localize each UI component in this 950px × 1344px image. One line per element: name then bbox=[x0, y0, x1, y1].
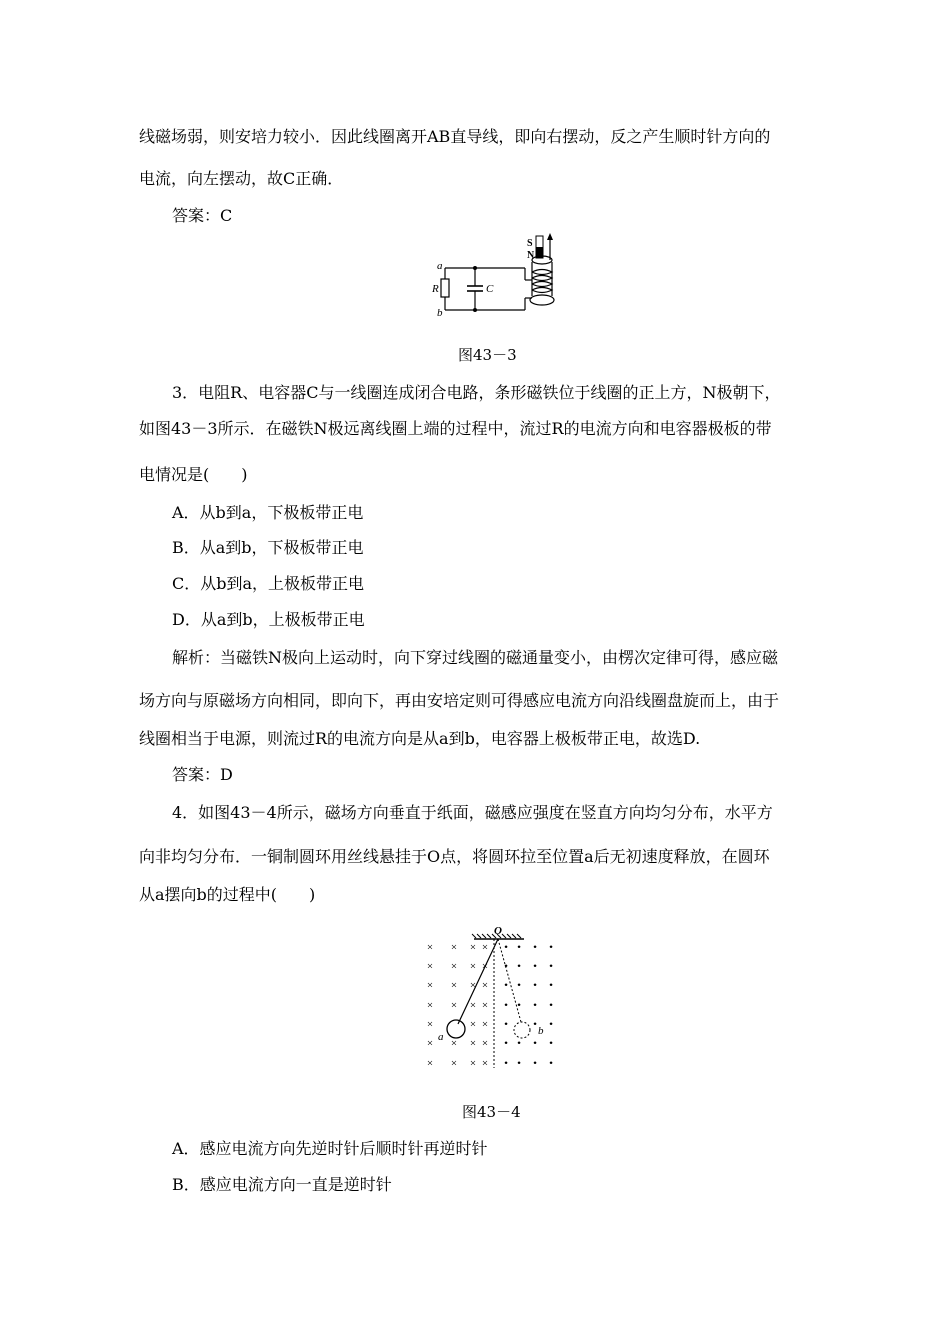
field-cross-symbol: × bbox=[481, 1018, 489, 1031]
field-dot-symbol: • bbox=[549, 1018, 553, 1031]
field-dot-symbol: • bbox=[533, 1037, 537, 1050]
ring-position-b bbox=[514, 1022, 530, 1038]
field-dot-symbol: • bbox=[517, 999, 521, 1012]
figure-43-4-caption: 图43－4 bbox=[462, 1103, 521, 1121]
label-b: b bbox=[437, 307, 443, 319]
field-cross-symbol: × bbox=[481, 960, 489, 973]
field-cross-symbol: × bbox=[450, 1057, 458, 1070]
q3-analysis-line-2: 场方向与原磁场方向相同，即向下，再由安培定则可得感应电流方向沿线圈盘旋而上，由于 bbox=[139, 691, 780, 710]
field-dot-symbol: • bbox=[504, 979, 508, 992]
field-dot-symbol: • bbox=[504, 960, 508, 973]
q3-analysis-line-1: 解析：当磁铁N极向上运动时，向下穿过线圈的磁通量变小，由楞次定律可得，感应磁 bbox=[172, 648, 779, 667]
field-dot-symbol: • bbox=[504, 1037, 508, 1050]
label-n: N bbox=[527, 250, 535, 261]
field-dot-symbol: • bbox=[533, 979, 537, 992]
label-a: a bbox=[437, 260, 443, 272]
figure-43-3-caption: 图43－3 bbox=[458, 346, 517, 364]
field-dot-symbol: • bbox=[517, 960, 521, 973]
field-dot-symbol: • bbox=[533, 1057, 537, 1070]
q4-stem-line-2: 向非均匀分布．一铜制圆环用丝线悬挂于O点，将圆环拉至位置a后无初速度释放，在圆环 bbox=[139, 847, 770, 866]
field-dot-symbol: • bbox=[517, 1057, 521, 1070]
field-cross-symbol: × bbox=[450, 1037, 458, 1050]
field-dot-symbol: • bbox=[504, 941, 508, 954]
field-dot-symbol: • bbox=[517, 979, 521, 992]
field-cross-symbol: × bbox=[469, 999, 477, 1012]
coil-base bbox=[530, 295, 554, 305]
field-cross-symbol: × bbox=[426, 1037, 434, 1050]
field-dot-symbol: • bbox=[533, 999, 537, 1012]
intro-answer: 答案：C bbox=[172, 206, 233, 225]
q4-option-a: A．感应电流方向先逆时针后顺时针再逆时针 bbox=[172, 1139, 488, 1158]
intro-line-2: 电流，向左摆动，故C正确． bbox=[139, 169, 344, 188]
circuit-figure bbox=[420, 232, 570, 322]
field-dot-symbol: • bbox=[504, 999, 508, 1012]
q3-option-d: D．从a到b，上极板带正电 bbox=[172, 610, 365, 629]
label-a-position: a bbox=[438, 1031, 444, 1043]
field-cross-symbol: × bbox=[426, 999, 434, 1012]
q3-stem-line-3: 电情况是( ) bbox=[139, 465, 248, 484]
field-dot-symbol: • bbox=[549, 1037, 553, 1050]
q3-option-a: A．从b到a，下极板带正电 bbox=[172, 503, 364, 522]
magnet-n-pole bbox=[536, 247, 543, 258]
label-c: C bbox=[486, 283, 494, 295]
q3-analysis-line-3: 线圈相当于电源，则流过R的电流方向是从a到b，电容器上极板带正电，故选D. bbox=[139, 729, 701, 748]
field-cross-symbol: × bbox=[426, 960, 434, 973]
field-dot-symbol: • bbox=[504, 1057, 508, 1070]
motion-arrow-head bbox=[547, 233, 553, 240]
field-cross-symbol: × bbox=[481, 999, 489, 1012]
field-cross-symbol: × bbox=[469, 1037, 477, 1050]
label-o: O bbox=[494, 925, 502, 937]
field-cross-symbol: × bbox=[450, 999, 458, 1012]
field-cross-symbol: × bbox=[481, 979, 489, 992]
field-dot-symbol: • bbox=[549, 979, 553, 992]
q3-stem-line-1: 3．电阻R、电容器C与一线圈连成闭合电路，条形磁铁位于线圈的正上方，N极朝下， bbox=[172, 383, 781, 402]
field-dot-symbol: • bbox=[533, 1018, 537, 1031]
field-cross-symbol: × bbox=[481, 1057, 489, 1070]
ring-position-a bbox=[447, 1020, 465, 1038]
intro-line-1: 线磁场弱，则安培力较小．因此线圈离开AB直导线，即向右摆动，反之产生顺时针方向的 bbox=[139, 127, 771, 146]
field-dot-symbol: • bbox=[517, 941, 521, 954]
field-dot-symbol: • bbox=[504, 1018, 508, 1031]
coil-windings bbox=[532, 270, 552, 293]
field-dot-symbol: • bbox=[549, 960, 553, 973]
field-cross-symbol: × bbox=[481, 941, 489, 954]
field-dot-symbol: • bbox=[549, 999, 553, 1012]
field-dot-symbol: • bbox=[533, 960, 537, 973]
field-cross-symbol: × bbox=[426, 1018, 434, 1031]
q4-stem-line-1: 4．如图43－4所示，磁场方向垂直于纸面，磁感应强度在竖直方向均匀分布，水平方 bbox=[172, 803, 773, 822]
field-cross-symbol: × bbox=[426, 941, 434, 954]
field-cross-symbol: × bbox=[450, 979, 458, 992]
field-dot-symbol: • bbox=[517, 1037, 521, 1050]
label-s: S bbox=[527, 238, 533, 249]
field-cross-symbol: × bbox=[469, 1018, 477, 1031]
q3-option-b: B．从a到b，下极板带正电 bbox=[172, 538, 364, 557]
q4-option-b: B．感应电流方向一直是逆时针 bbox=[172, 1175, 392, 1194]
q4-stem-line-3: 从a摆向b的过程中( ) bbox=[139, 885, 316, 904]
field-cross-symbol: × bbox=[481, 1037, 489, 1050]
field-cross-symbol: × bbox=[426, 1057, 434, 1070]
magnetic-field-symbols bbox=[427, 942, 553, 1070]
q3-option-c: C．从b到a，上极板带正电 bbox=[172, 574, 365, 593]
label-b-position: b bbox=[538, 1025, 544, 1037]
q3-answer: 答案：D bbox=[172, 765, 233, 784]
field-cross-symbol: × bbox=[450, 941, 458, 954]
resistor-symbol bbox=[441, 279, 449, 297]
pendulum-thread-a bbox=[458, 939, 498, 1024]
pendulum-field-figure bbox=[418, 920, 568, 1070]
field-dot-symbol: • bbox=[533, 941, 537, 954]
field-dot-symbol: • bbox=[549, 941, 553, 954]
field-cross-symbol: × bbox=[426, 979, 434, 992]
field-cross-symbol: × bbox=[469, 960, 477, 973]
field-cross-symbol: × bbox=[469, 941, 477, 954]
field-cross-symbol: × bbox=[469, 979, 477, 992]
q3-stem-line-2: 如图43－3所示．在磁铁N极远离线圈上端的过程中，流过R的电流方向和电容器极板的带 bbox=[139, 419, 772, 438]
field-dot-symbol: • bbox=[549, 1057, 553, 1070]
field-cross-symbol: × bbox=[450, 960, 458, 973]
field-cross-symbol: × bbox=[469, 1057, 477, 1070]
label-r: R bbox=[432, 283, 439, 295]
